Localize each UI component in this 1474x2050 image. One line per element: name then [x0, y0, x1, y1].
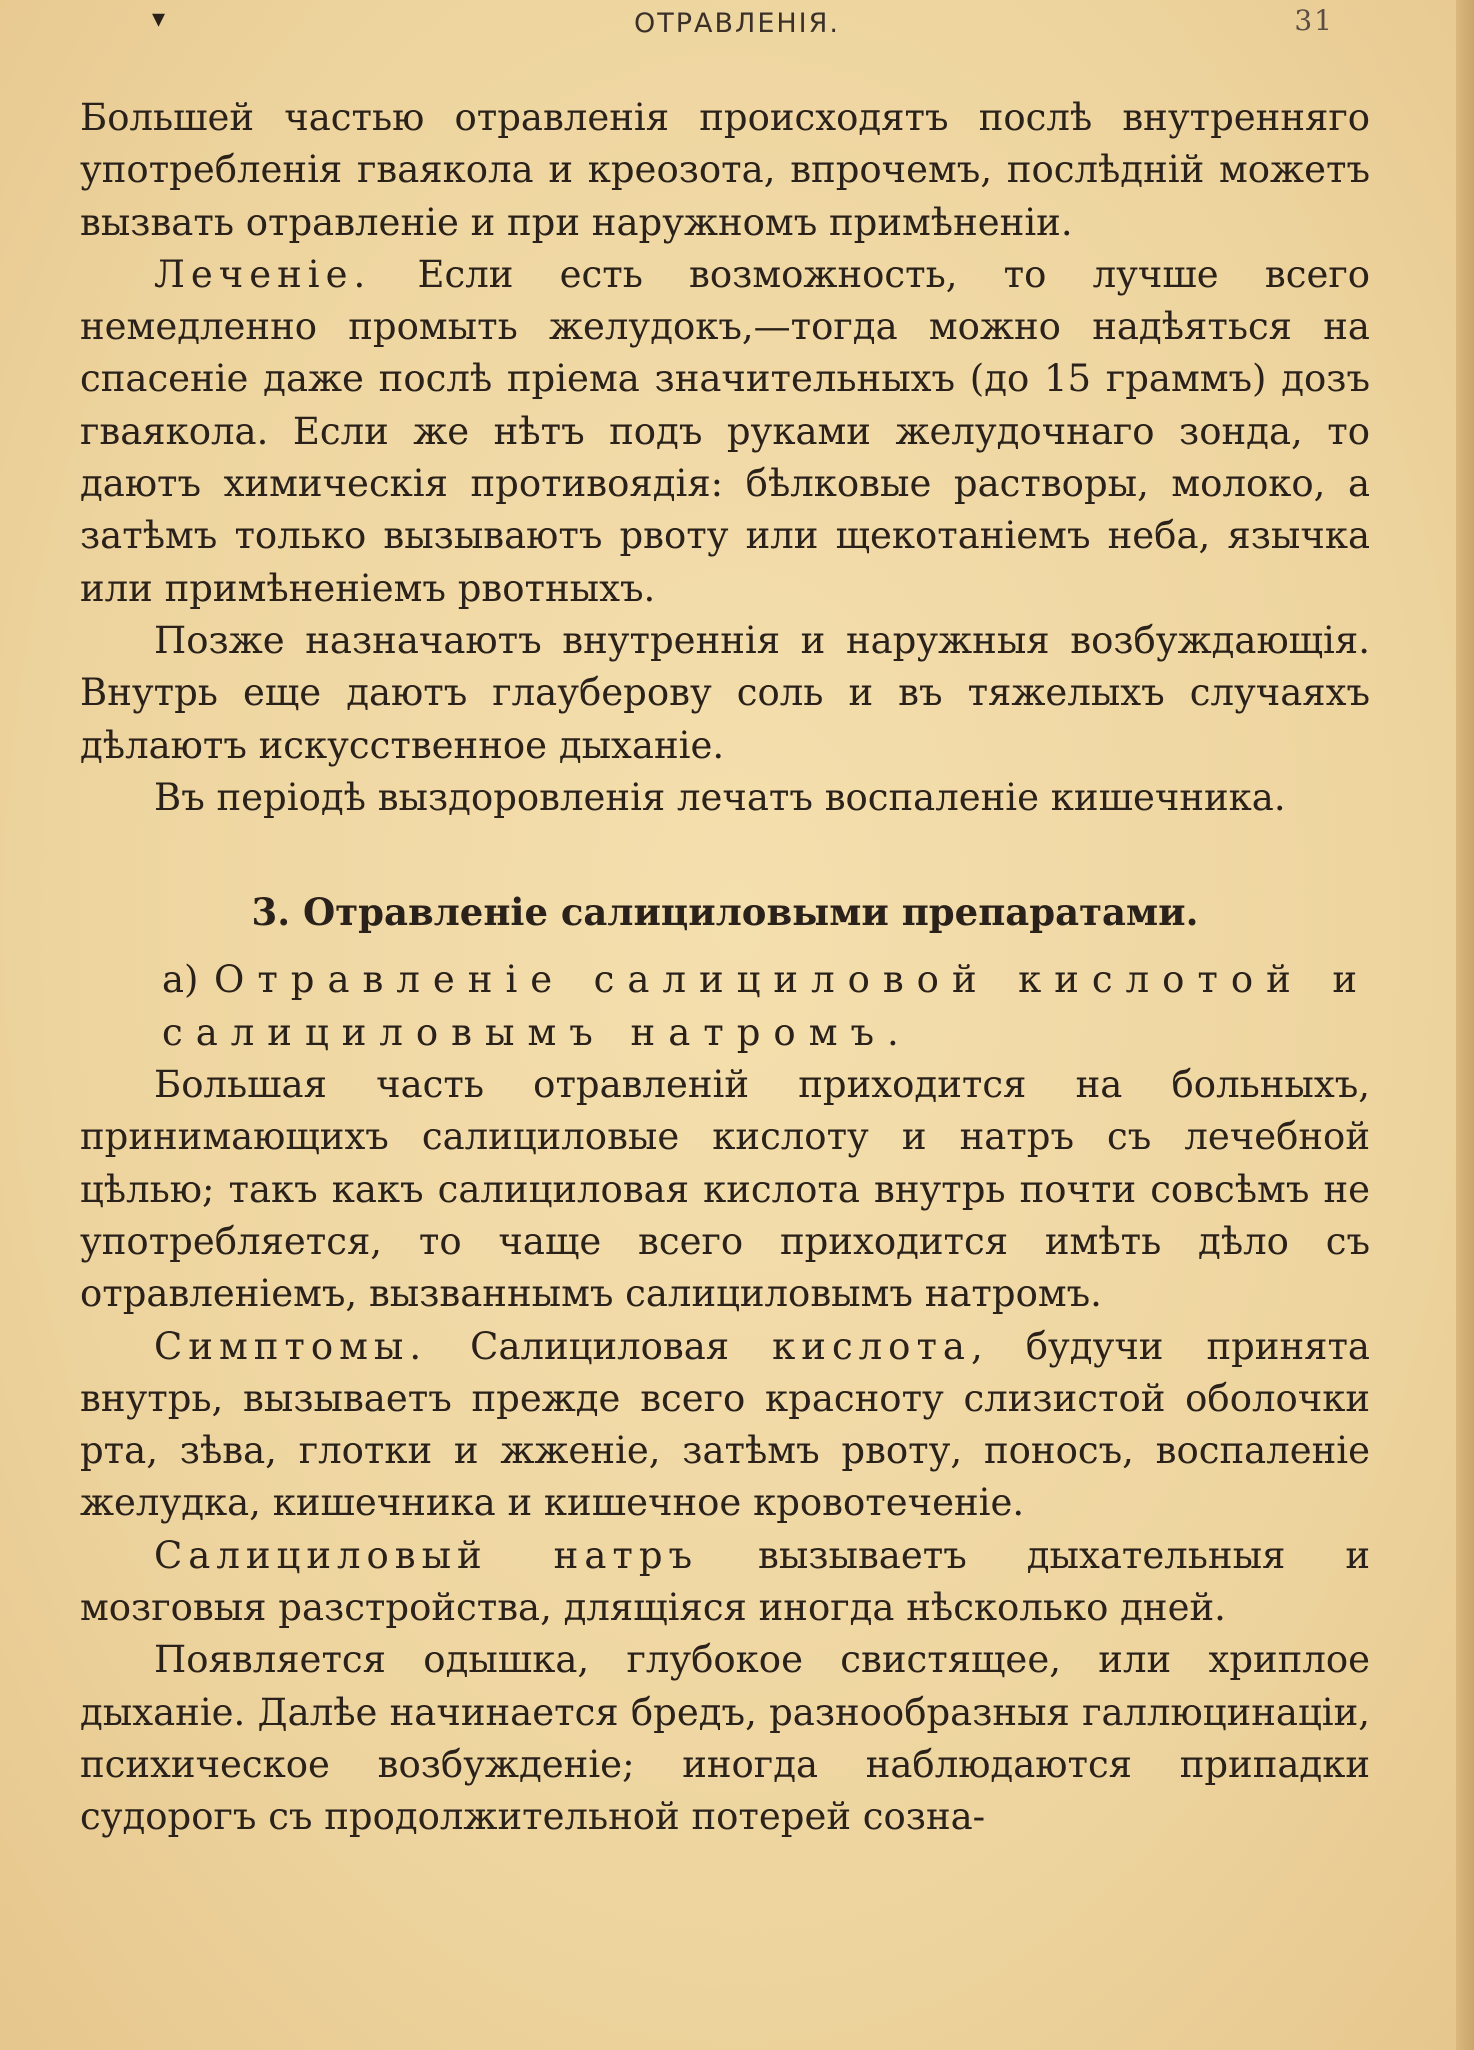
subsection-title-text: Отравленіе салициловой кислотой и салициловымъ натромъ. — [162, 958, 1370, 1054]
symptoms-text-c: , будучи принята внутрь, вызываетъ прежде всего красноту слизистой оболочки рта, зѣва, глотки и жженіе, затѣмъ рвоту, поносъ, воспаленіе желудка, кишечника и кишечное кровотеченіе. — [80, 1324, 1370, 1525]
paragraph-3: Позже назначаютъ внутреннія и наружныя возбуждающія. Внутрь еще даютъ глауберову соль и въ тяжелыхъ случаяхъ дѣлаютъ искусственное дыханіе. — [80, 618, 1370, 767]
treatment-text: Если есть возможность, то лучше всего немедленно промыть желудокъ,—тогда можно надѣяться на спасеніе даже послѣ пріема значительныхъ (до 15 граммъ) дозъ гваякола. Если же нѣтъ подъ руками желудочнаго зонда, то даютъ химическія противоядія: бѣлковые растворы, молоко, а затѣмъ только вызываютъ рвоту или щекотаніемъ неба, язычка или примѣненіемъ рвотныхъ. — [80, 252, 1370, 610]
paragraph-8: Появляется одышка, глубокое свистящее, или хриплое дыханіе. Далѣе начинается бредъ, разнообразныя галлюцинаціи, психическое возбужденіе; иногда наблюдаются припадки судорогъ съ продолжительной потерей созна- — [80, 1638, 1370, 1839]
page-number: 31 — [1294, 4, 1334, 37]
treatment-lead: Леченіе. — [154, 252, 372, 296]
paragraph-1: Большей частью отравленія происходятъ послѣ внутренняго употребленія гваякола и креозота, впрочемъ, послѣдній можетъ вызвать отравленіе и при наружномъ примѣненіи. — [80, 96, 1370, 244]
paragraph-4: Въ періодѣ выздоровленія лечатъ воспаленіе кишечника. — [154, 775, 1286, 819]
corner-mark: ▾ — [152, 4, 166, 34]
symptoms-text-a: Салициловая — [427, 1324, 773, 1368]
paragraph-natr — [80, 1530, 1370, 1635]
natr-text: вызываетъ дыхательныя и мозговыя разстройства, длящіяся иногда нѣсколько дней. — [80, 1533, 1370, 1630]
paragraph-5: Большая часть отравленій приходится на больныхъ, принимающихъ салициловые кислоту и натръ съ лечебной цѣлью; такъ какъ салициловая кислота внутрь почти совсѣмъ не употребляется, то чаще всего приходится имѣть дѣло съ отравленіемъ, вызваннымъ салициловымъ натромъ. — [80, 1063, 1370, 1316]
subsection-title — [80, 954, 1370, 1059]
section-heading: 3. Отравленіе салициловыми препаратами. — [251, 890, 1199, 935]
paragraph-symptoms — [80, 1321, 1370, 1530]
section-gap — [80, 824, 1370, 886]
symptoms-lead: Симптомы. — [154, 1324, 428, 1368]
natr-lead: Салициловый натръ — [154, 1533, 699, 1577]
subsection-prefix: а) — [162, 958, 214, 1002]
page-edge — [1456, 0, 1474, 2050]
page-body — [80, 92, 1370, 1844]
running-head: ОТРАВЛЕНIЯ. — [634, 8, 840, 39]
symptoms-acid: кислота — [772, 1324, 971, 1368]
paragraph-treatment — [80, 249, 1370, 615]
